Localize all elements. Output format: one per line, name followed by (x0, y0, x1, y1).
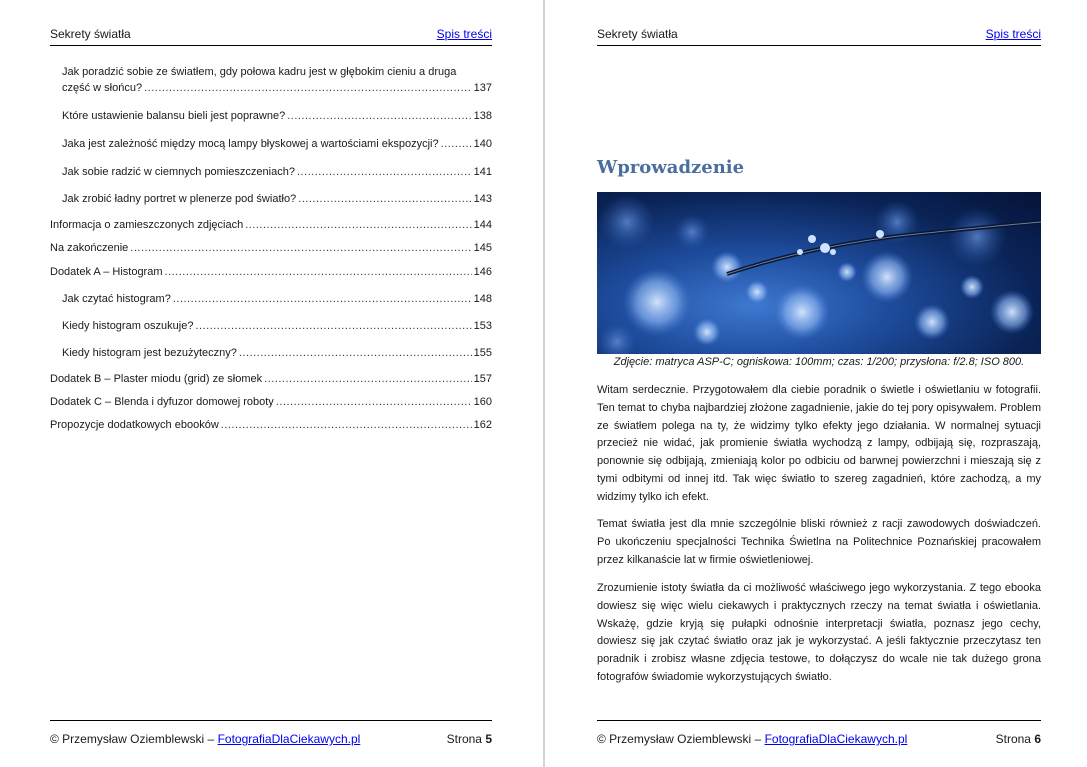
toc-line (62, 291, 492, 307)
toc-line (62, 80, 492, 96)
copyright-text: © Przemysław Oziemblewski – (597, 732, 762, 746)
website-link[interactable]: FotografiaDlaCiekawych.pl (217, 732, 361, 746)
header-title: Sekrety światła (50, 27, 131, 41)
toc-line (62, 191, 492, 207)
page-footer (597, 720, 1041, 749)
paragraph: Temat światła jest dla mnie szczególnie bliski również z racji zawodowych doświadczeń. Po ukończeniu specjalności Technika Świetlna na Politechnice Poznańskiej pracowałem przez kilkanaście lat w firmie oświetleniowej. (597, 518, 1041, 566)
toc-entry-title: Które ustawienie balansu bieli jest poprawne? (62, 110, 286, 122)
toc-entry[interactable] (50, 217, 492, 233)
bokeh-photo (597, 192, 1041, 354)
toc-page-number: 145 (473, 242, 492, 254)
toc-page-number: 162 (473, 419, 492, 431)
copyright-text: © Przemysław Oziemblewski – (50, 732, 215, 746)
toc-link[interactable]: Spis treści (436, 27, 492, 41)
website-link[interactable]: FotografiaDlaCiekawych.pl (764, 732, 908, 746)
toc-leader-dots (441, 136, 472, 152)
toc-entry[interactable] (50, 164, 492, 180)
toc-leader-dots (264, 371, 471, 387)
photo-illustration (597, 192, 1041, 354)
toc-entry-title: Informacja o zamieszczonych zdjęciach (50, 219, 244, 231)
paragraph: Witam serdecznie. Przygotowałem dla ciebie poradnik o świetle i oświetlaniu w fotografii. Ten temat to chyba najbardziej złożone zagadnienie, jakie do tej pory opisywałem. Problem ze światłem polega na ty, że widzimy tylko efekty jego działania. W normalnej sytuacji przecież nie widać, jak promienie światła wychodzą z lampy, odbijają się, rozpraszają, ponownie się odbijają, zmieniają kolor po odbiciu od barwnej powierzchni i mieszają się z tymi odbitymi od innej itd. Tak więc światło to szereg zagadnień, które zachodzą, a my widzimy tylko ich efekt. (597, 384, 1041, 503)
toc-line (62, 345, 492, 361)
toc-entry-title: Dodatek A – Histogram (50, 266, 163, 278)
toc-page-number: 144 (473, 219, 492, 231)
page-number (996, 732, 1041, 746)
toc-entry[interactable] (50, 64, 492, 96)
page-header (597, 27, 1041, 46)
toc-entry-title: Jak czytać histogram? (62, 293, 171, 305)
toc-entry-title: Kiedy histogram jest bezużyteczny? (62, 347, 237, 359)
toc-leader-dots (297, 164, 472, 180)
toc-leader-dots (144, 80, 472, 96)
toc-leader-dots (173, 291, 472, 307)
toc-leader-dots (239, 345, 472, 361)
toc-leader-dots (165, 264, 472, 280)
toc-entry-title: Jak sobie radzić w ciemnych pomieszczeniach? (62, 166, 295, 178)
page-header (50, 27, 492, 46)
toc-page-number: 157 (473, 373, 492, 385)
toc-page-number: 137 (473, 82, 492, 94)
toc-link[interactable]: Spis treści (985, 27, 1041, 41)
paragraph: Zrozumienie istoty światła da ci możliwość właściwego jego wykorzystania. Z tego ebooka dowiesz się więc wielu ciekawych i praktycznych rzeczy na temat światła i oświetlania. Wskażę, gdzie kryją się pułapki odnośnie interpretacji światła, poznasz jego cechy, dowiesz się jak czytać światło oraz jak je wykorzystać. A jeśli faktycznie przeczytasz ten poradnik i zrobisz własne zdjęcia testowe, to dołączysz do wcale nie tak dużego grona fotografów świadomie wykorzystujących światło. (597, 582, 1041, 683)
page-number-value: 6 (1034, 732, 1041, 746)
photo-caption: Zdjęcie: matryca ASP-C; ogniskowa: 100mm; czas: 1/200; przysłona: f/2.8; ISO 800. (613, 356, 1025, 368)
toc-entry-title: część w słońcu? (62, 82, 143, 94)
toc-line (50, 264, 492, 280)
page-left (0, 0, 543, 767)
table-of-contents (50, 64, 492, 433)
toc-line (62, 164, 492, 180)
toc-entry-title: Na zakończenie (50, 242, 129, 254)
toc-entry-title: Dodatek C – Blenda i dyfuzor domowej roboty (50, 396, 274, 408)
toc-line (50, 240, 492, 256)
toc-leader-dots (276, 394, 472, 410)
footer-copyright (597, 732, 907, 746)
toc-line (50, 371, 492, 387)
toc-entry[interactable] (50, 136, 492, 152)
footer-copyright (50, 732, 360, 746)
toc-entry-title: Propozycje dodatkowych ebooków (50, 419, 219, 431)
toc-line (50, 417, 492, 433)
page-right (546, 0, 1087, 767)
toc-leader-dots (298, 191, 471, 207)
toc-page-number: 140 (473, 138, 492, 150)
toc-entry[interactable] (50, 318, 492, 334)
toc-leader-dots (130, 240, 471, 256)
toc-entry[interactable] (50, 240, 492, 256)
toc-page-number: 141 (473, 166, 492, 178)
toc-page-number: 143 (473, 193, 492, 205)
toc-line (50, 394, 492, 410)
toc-page-number: 160 (473, 396, 492, 408)
toc-entry[interactable] (50, 394, 492, 410)
toc-line (62, 136, 492, 152)
page-number (447, 732, 492, 746)
toc-entry[interactable] (50, 264, 492, 280)
toc-line (62, 318, 492, 334)
toc-entry[interactable] (50, 291, 492, 307)
page-label: Strona (446, 732, 482, 746)
toc-leader-dots (245, 217, 471, 233)
toc-entry[interactable] (50, 417, 492, 433)
toc-entry[interactable] (50, 191, 492, 207)
toc-page-number: 146 (473, 266, 492, 278)
toc-entry[interactable] (50, 371, 492, 387)
page-number-value: 5 (485, 732, 492, 746)
page-divider (543, 0, 545, 767)
toc-leader-dots (287, 108, 471, 124)
toc-entry[interactable] (50, 108, 492, 124)
toc-entry-title: Kiedy histogram oszukuje? (62, 320, 194, 332)
toc-page-number: 153 (473, 320, 492, 332)
toc-page-number: 148 (473, 293, 492, 305)
toc-entry-title: Dodatek B – Plaster miodu (grid) ze słomek (50, 373, 263, 385)
header-title: Sekrety światła (597, 27, 678, 41)
section-heading: Wprowadzenie (597, 157, 745, 178)
toc-entry[interactable] (50, 345, 492, 361)
toc-entry-title: Jak zrobić ładny portret w plenerze pod światło? (62, 193, 297, 205)
toc-entry-title: Jak poradzić sobie ze światłem, gdy połowa kadru jest w głębokim cieniu a druga (62, 66, 457, 78)
toc-leader-dots (221, 417, 472, 433)
page-label: Strona (995, 732, 1031, 746)
toc-line (62, 108, 492, 124)
toc-entry-title: Jaka jest zależność między mocą lampy błyskowej a wartościami ekspozycji? (62, 138, 439, 150)
toc-page-number: 155 (473, 347, 492, 359)
toc-line (62, 64, 492, 80)
toc-leader-dots (195, 318, 471, 334)
toc-page-number: 138 (473, 110, 492, 122)
toc-line (50, 217, 492, 233)
page-footer (50, 720, 492, 749)
